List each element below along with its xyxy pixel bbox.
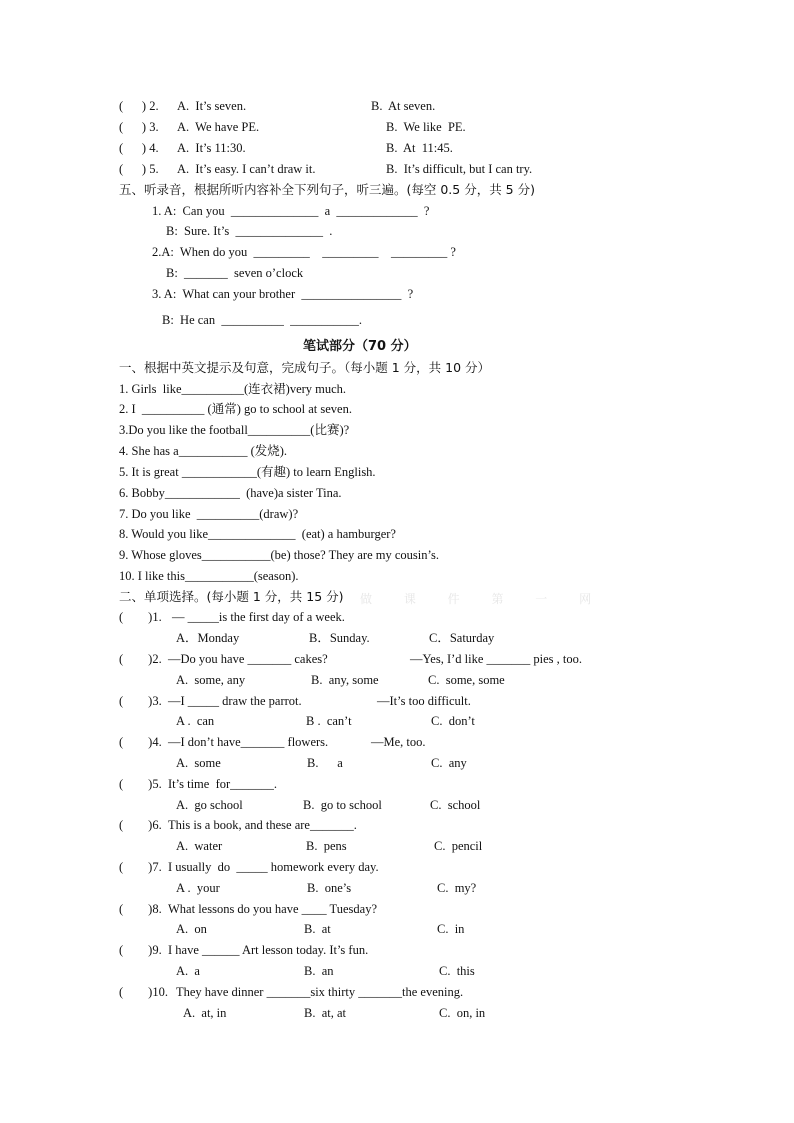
section5-line-5: 3. A: What can your brother ________________ ?	[152, 287, 414, 301]
option-b: B. We like PE.	[386, 120, 466, 134]
q3-option-b: B . can’t	[306, 714, 352, 728]
q9-number: ( )9.	[119, 943, 162, 957]
option-a: A. It’s seven.	[177, 99, 247, 113]
section5-line-4: B: _______ seven o’clock	[166, 266, 304, 280]
q2-response: —Yes, I’d like _______ pies , too.	[410, 652, 582, 666]
item-number: ( ) 2.	[119, 99, 159, 113]
q4-option-a: A. some	[176, 756, 221, 770]
option-b: B. At 11:45.	[386, 141, 453, 155]
option-a: A. It’s easy. I can’t draw it.	[177, 162, 316, 176]
part1-item-7: 7. Do you like __________(draw)?	[119, 507, 299, 521]
q3-option-a: A . can	[176, 714, 215, 728]
q8-option-a: A. on	[176, 922, 207, 936]
option-b: B. It’s difficult, but I can try.	[386, 162, 533, 176]
q10-option-c: C. on, in	[439, 1006, 486, 1020]
part1-item-10: 10. I like this___________(season).	[119, 569, 299, 583]
option-b: B. At seven.	[371, 99, 436, 113]
q9-question: I have ______ Art lesson today. It’s fun.	[168, 943, 369, 957]
q7-question: I usually do _____ homework every day.	[168, 860, 379, 874]
part1-item-8: 8. Would you like______________ (eat) a hamburger?	[119, 527, 396, 541]
q4-response: —Me, too.	[371, 735, 426, 749]
q5-option-c: C. school	[430, 798, 481, 812]
section5-line-3: 2.A: When do you _________ _________ _________ ?	[152, 245, 456, 259]
q4-question: —I don’t have_______ flowers.	[168, 735, 329, 749]
q2-question: —Do you have _______ cakes?	[168, 652, 328, 666]
q3-response: —It’s too difficult.	[377, 694, 471, 708]
q6-option-b: B. pens	[306, 839, 347, 853]
part1-item-9: 9. Whose gloves___________(be) those? They are my cousin’s.	[119, 548, 439, 562]
q1-option-a: A．Monday	[176, 631, 240, 645]
q5-number: ( )5.	[119, 777, 162, 791]
q6-option-a: A. water	[176, 839, 223, 853]
part1-item-1: 1. Girls like__________(连衣裙)very much.	[119, 382, 347, 396]
part1-item-4: 4. She has a___________ (发烧).	[119, 444, 288, 458]
q9-option-c: C. this	[439, 964, 475, 978]
q8-option-c: C. in	[437, 922, 465, 936]
item-number: ( ) 3.	[119, 120, 159, 134]
q6-number: ( )6.	[119, 818, 162, 832]
q4-number: ( )4.	[119, 735, 162, 749]
q10-option-b: B. at, at	[304, 1006, 347, 1020]
section5-line-1: 1. A: Can you ______________ a _____________ ?	[152, 204, 430, 218]
q8-option-b: B. at	[304, 922, 331, 936]
q1-question: — _____is the first day of a week.	[172, 610, 345, 624]
q7-option-b: B. one’s	[307, 881, 352, 895]
q6-option-c: C. pencil	[434, 839, 483, 853]
q7-option-c: C. my?	[437, 881, 477, 895]
section5-title: 五、听录音，根据所听内容补全下列句子，听三遍。(每空 0.5 分，共 5 分)	[119, 182, 535, 197]
q8-number: ( )8.	[119, 902, 162, 916]
q3-number: ( )3.	[119, 694, 162, 708]
q4-option-b: B. a	[307, 756, 343, 770]
q7-number: ( )7.	[119, 860, 162, 874]
item-number: ( ) 5.	[119, 162, 159, 176]
q10-number: ( )10.	[119, 985, 168, 999]
q1-option-b: B．Sunday.	[309, 631, 370, 645]
part1-item-5: 5. It is great ____________(有趣) to learn English.	[119, 465, 376, 479]
section5-line-2: B: Sure. It’s ______________ .	[166, 224, 333, 238]
part1-item-2: 2. I __________ (通常) go to school at seven.	[119, 402, 352, 416]
q2-option-c: C. some, some	[428, 673, 505, 687]
q1-number: ( )1.	[119, 610, 162, 624]
q2-number: ( )2.	[119, 652, 162, 666]
q4-option-c: C. any	[431, 756, 467, 770]
option-a: A. It’s 11:30.	[177, 141, 246, 155]
q9-option-b: B. an	[304, 964, 334, 978]
q7-option-a: A . your	[176, 881, 220, 895]
q10-question: They have dinner _______six thirty _______the evening.	[176, 985, 464, 999]
part1-item-6: 6. Bobby____________ (have)a sister Tina.	[119, 486, 342, 500]
item-number: ( ) 4.	[119, 141, 159, 155]
q5-option-a: A. go school	[176, 798, 243, 812]
q9-option-a: A. a	[176, 964, 200, 978]
part2-title: 二、单项选择。(每小题 1 分，共 15 分)	[119, 589, 344, 604]
option-a: A. We have PE.	[177, 120, 260, 134]
q5-option-b: B. go to school	[303, 798, 382, 812]
q8-question: What lessons do you have ____ Tuesday?	[168, 902, 378, 916]
q6-question: This is a book, and these are_______.	[168, 818, 357, 832]
q1-option-c: C．Saturday	[429, 631, 495, 645]
q2-option-b: B. any, some	[311, 673, 379, 687]
q3-option-c: C. don’t	[431, 714, 475, 728]
part1-item-3: 3.Do you like the football__________(比赛)?	[119, 423, 350, 437]
q3-question: —I _____ draw the parrot.	[168, 694, 302, 708]
q5-question: It’s time for_______.	[168, 777, 278, 791]
q10-option-a: A. at, in	[183, 1006, 227, 1020]
section5-line-6: B: He can __________ ___________.	[162, 313, 362, 327]
watermark: 做 课 件 第 一 网	[360, 592, 606, 606]
part1-title: 一、根据中英文提示及句意，完成句子。（每小题 1 分，共 10 分）	[119, 360, 491, 375]
q2-option-a: A. some, any	[176, 673, 246, 687]
written-part-title: 笔试部分（70 分）	[303, 339, 417, 354]
